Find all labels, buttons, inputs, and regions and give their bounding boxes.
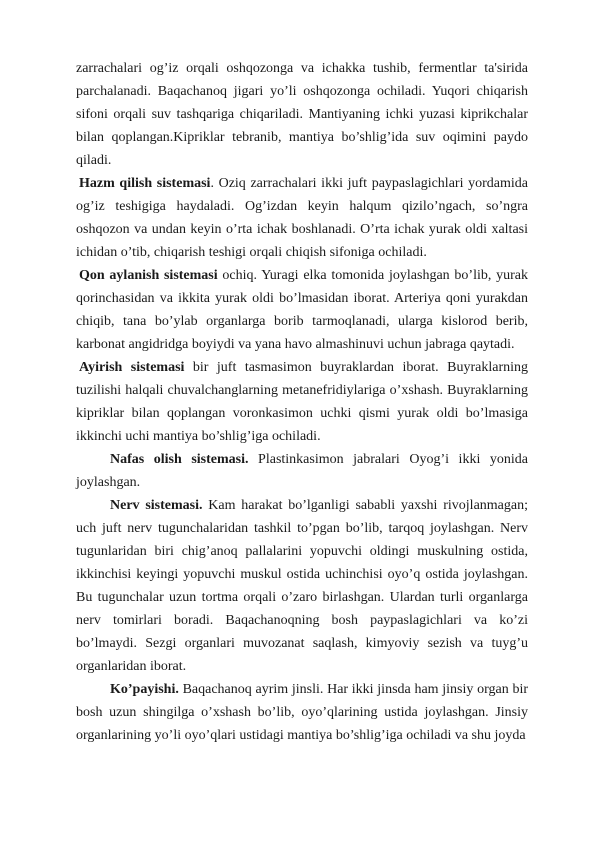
paragraph-text: ochiq. Yuragi elka tomonida joylashgan bo’lib, yurak qorinchasidan va ikkita yurak oldi bo’lmasidan iborat. Arteriya qoni yurakdan chiqib, tana bo’ylab organlarga borib tarmoqlanadi, ularga kislorod berib, karbonat angidridga boyiydi va yana havo almashinuvi uchun jabraga qaytadi. — [76, 268, 528, 352]
paragraph-excretory-system — [76, 356, 528, 448]
paragraph-digestive-system — [76, 172, 528, 264]
paragraph-nervous-system — [76, 494, 528, 678]
section-heading: Nafas olish sistemasi. — [110, 452, 249, 467]
paragraph-text: Plastinkasimon jabralari Oyog’i ikki yonida joylashgan. — [76, 452, 528, 490]
paragraph-intro — [76, 57, 528, 172]
paragraph-text: zarrachalari og’iz orqali oshqozonga va ichakka tushib, fermentlar ta'sirida parchalanadi. Baqachanoq jigari yo’li oshqozonga ochiladi. Yuqori chiqarish sifoni orqali suv tashqariga chiqariladi. Mantiyaning ichki yuzasi kiprikchalar bilan qoplangan.Kipriklar tebranib, mantiya bo’shlig’ida suv oqimini paydo qiladi. — [76, 61, 528, 168]
document-body — [76, 57, 528, 747]
section-heading: Hazm qilish sistemasi — [79, 176, 211, 191]
paragraph-reproduction — [76, 678, 528, 747]
paragraph-circulatory-system — [76, 264, 528, 356]
paragraph-respiratory-system — [76, 448, 528, 494]
paragraph-text: Kam harakat bo’lganligi sababli yaxshi rivojlanmagan; uch juft nerv tugunchalaridan tashkil to’pgan bo’lib, tarqoq joylashgan. Nerv tugunlaridan biri chig’anoq pallalarini yopuvchi oldingi muskulning ostida, ikkinchisi keyingi yopuvchi muskul ostida uchinchisi oyo’q ostida joylashgan. Bu tugunchalar uzun tortma orqali o’zaro birlashgan. Ulardan turli organlarga nerv tomirlari boradi. Baqachanoqning bosh paypaslagichlari va ko’zi bo’lmaydi. Sezgi organlari muvozanat saqlash, kimyoviy sezish va tuyg’u organlaridan iborat. — [76, 498, 528, 674]
paragraph-text: . Oziq zarrachalari ikki juft paypaslagichlari yordamida og’iz teshigiga haydaladi. Og’izdan keyin halqum qizilo’ngach, so’ngra oshqozon va undan keyin o’rta ichak boshlanadi. O’rta ichak yurak oldi xaltasi ichidan o’tib, chiqarish teshigi orqali chiqish sifoniga ochiladi. — [76, 176, 528, 260]
paragraph-text: Baqachanoq ayrim jinsli. Har ikki jinsda ham jinsiy organ bir bosh uzun shingilga o’xshash bo’lib, oyo’qlarining ustida joylashgan. Jinsiy organlarining yo’li oyo’qlari ustidagi mantiya bo’shlig’iga ochiladi va shu joyda — [76, 682, 528, 743]
section-heading: Nerv sistemasi. — [110, 498, 203, 513]
section-heading: Ayirish sistemasi — [79, 360, 185, 375]
section-heading: Ko’payishi. — [110, 682, 179, 697]
section-heading: Qon aylanish sistemasi — [79, 268, 218, 283]
paragraph-text: bir juft tasmasimon buyraklardan iborat. Buyraklarning tuzilishi halqali chuvalchanglarning metanefridiylariga o’xshash. Buyraklarning kipriklar bilan qoplangan voronkasimon uchki qismi yurak oldi bo’lmasiga ikkinchi uchi mantiya bo’shlig’iga ochiladi. — [76, 360, 528, 444]
